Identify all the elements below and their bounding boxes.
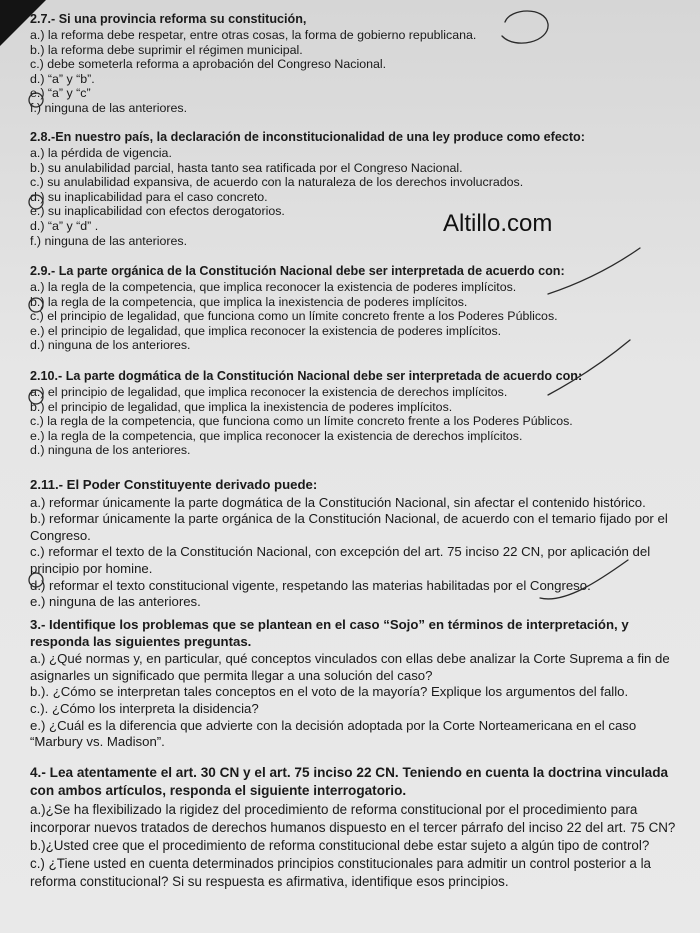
question-2-7: [30, 12, 678, 116]
option-b: b.)¿Usted cree que el procedimiento de reforma constitucional debe estar sujeto a algún tipo de control?: [30, 838, 650, 853]
option-d: d.) reformar el texto constitucional vigente, respetando las materias habilitadas por el Congreso.: [30, 577, 591, 593]
question-title: 2.11.- El Poder Constituyente derivado puede:: [30, 477, 318, 492]
question-2-9: [30, 264, 678, 353]
option-b: b.) la regla de la competencia, que implica la inexistencia de poderes implícitos.: [30, 294, 468, 309]
option-a: a.) ¿Qué normas y, en particular, qué conceptos vinculados con ellas debe analizar la Corte Suprema a fin de asignarles un significado que permita llegar a una solución del caso?: [30, 651, 670, 683]
option-a: a.)¿Se ha flexibilizado la rigidez del procedimiento de reforma constitucional por el procedimiento para incorporar nuevos tratados de derechos humanos dispuesto en el tercer párrafo del inciso 22 del art. 75 CN?: [30, 802, 676, 835]
option-f: f.) ninguna de las anteriores.: [30, 233, 188, 248]
option-c: c.). ¿Cómo los interpreta la disidencia?: [30, 700, 259, 716]
option-e: e.) ¿Cuál es la diferencia que advierte con la decisión adoptada por la Corte Norteamericana en el caso “Marbury vs. Madison”.: [30, 717, 637, 750]
option-e: e.) su inaplicabilidad con efectos derogatorios.: [30, 204, 285, 219]
option-e: e.) el principio de legalidad, que implica reconocer la existencia de poderes implícitos.: [30, 323, 502, 338]
question-4: [30, 764, 678, 891]
question-2-11: [30, 477, 678, 611]
option-e: e.) la regla de la competencia, que implica reconocer la existencia de derechos implícitos.: [30, 428, 523, 443]
option-a: a.) la reforma debe respetar, entre otras cosas, la forma de gobierno republicana.: [30, 28, 477, 42]
option-b: b.). ¿Cómo se interpretan tales conceptos en el voto de la mayoría? Explique los argumentos del fallo.: [30, 684, 629, 700]
question-3: [30, 617, 678, 751]
question-2-8: [30, 130, 678, 248]
option-c: c.) ¿Tiene usted en cuenta determinados principios constitucionales para admitir un control posterior a la reforma constitucional? Si su respuesta es afirmativa, identifique esos principios.: [30, 856, 652, 889]
option-c: c.) la regla de la competencia, que funciona como un límite concreto frente a los Poderes Públicos.: [30, 414, 573, 429]
question-title: 2.10.- La parte dogmática de la Constitución Nacional debe ser interpretada de acuerdo con:: [30, 369, 583, 383]
option-c: c.) debe someterla reforma a aprobación del Congreso Nacional.: [30, 57, 387, 72]
option-a: a.) el principio de legalidad, que implica reconocer la existencia de derechos implícitos.: [30, 385, 508, 399]
option-a: a.) la pérdida de vigencia.: [30, 146, 172, 160]
option-b: b.) reformar únicamente la parte orgánica de la Constitución Nacional, de acuerdo con el temario fijado por el Congreso.: [30, 511, 668, 543]
option-b: b.) su anulabilidad parcial, hasta tanto sea ratificada por el Congreso Nacional.: [30, 160, 463, 175]
question-title: 3.- Identifique los problemas que se plantean en el caso “Sojo” en términos de interpretación, y responda las siguientes preguntas.: [30, 617, 629, 649]
option-d: d.) “a” y “b”.: [30, 71, 95, 86]
option-d: d.) ninguna de los anteriores.: [30, 338, 191, 353]
option-d: d.) ninguna de los anteriores.: [30, 443, 191, 458]
question-2-10: [30, 369, 678, 458]
option-d2: d.) “a” y “d” .: [30, 218, 99, 233]
question-title: 2.7.- Si una provincia reforma su constitución,: [30, 12, 307, 26]
option-d: d.) su inaplicabilidad para el caso concreto.: [30, 189, 268, 204]
option-b: b.) la reforma debe suprimir el régimen municipal.: [30, 42, 303, 57]
option-e: e.) “a” y “c”: [30, 86, 91, 101]
option-c: c.) su anulabilidad expansiva, de acuerdo con la naturaleza de los derechos involucrados.: [30, 175, 524, 190]
question-title: 4.- Lea atentamente el art. 30 CN y el art. 75 inciso 22 CN. Teniendo en cuenta la doctrina vinculada con ambos artículos, responda el siguiente interrogatorio.: [30, 765, 669, 798]
option-a: a.) la regla de la competencia, que implica reconocer la existencia de poderes implícitos.: [30, 280, 517, 294]
option-a: a.) reformar únicamente la parte dogmática de la Constitución Nacional, sin afectar el contenido histórico.: [30, 494, 646, 510]
option-c: c.) reformar el texto de la Constitución Nacional, con excepción del art. 75 inciso 22 CN, por aplicación del principio por homine.: [30, 544, 651, 576]
watermark-text: Altillo.com: [443, 210, 553, 237]
question-title: 2.8.-En nuestro país, la declaración de inconstitucionalidad de una ley produce como efecto:: [30, 130, 585, 144]
question-title: 2.9.- La parte orgánica de la Constitución Nacional debe ser interpretada de acuerdo con:: [30, 264, 565, 278]
option-b: b.) el principio de legalidad, que implica la inexistencia de poderes implícitos.: [30, 399, 453, 414]
option-e: e.) ninguna de las anteriores.: [30, 594, 201, 610]
option-c: c.) el principio de legalidad, que funciona como un límite concreto frente a los Poderes Públicos.: [30, 309, 558, 324]
option-f: f.) ninguna de las anteriores.: [30, 100, 188, 115]
